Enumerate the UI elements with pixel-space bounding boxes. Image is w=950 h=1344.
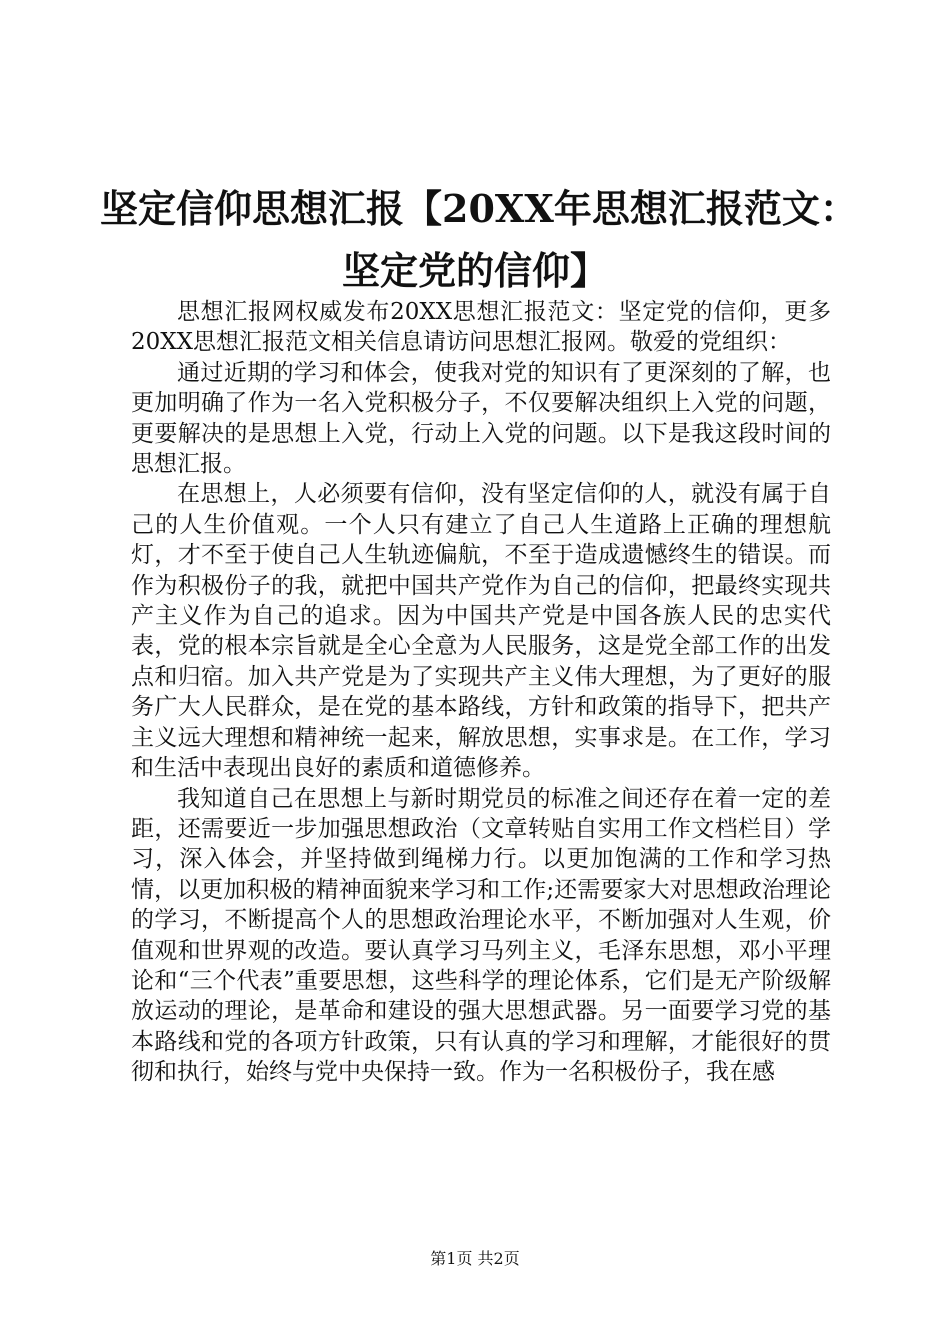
document-title-line-1: 坚定信仰思想汇报【20XX年思想汇报范文： <box>100 186 858 231</box>
paragraph: 思想汇报网权威发布20XX思想汇报范文：坚定党的信仰，更多20XX思想汇报范文相关信息请访问思想汇报网。敬爱的党组织： <box>131 299 831 356</box>
page-footer: 第1页 共2页 <box>430 1249 520 1268</box>
paragraph: 通过近期的学习和体会，使我对党的知识有了更深刻的了解，也更加明确了作为一名入党积极分子，不仅要解决组织上入党的问题，更要解决的是思想上入党，行动上入党的问题。以下是我这段时间的思想汇报。 <box>131 359 831 478</box>
document-body <box>131 297 831 1088</box>
paragraph: 在思想上，人必须要有信仰，没有坚定信仰的人，就没有属于自己的人生价值观。一个人只有建立了自己人生道路上正确的理想航灯，才不至于使自己人生轨迹偏航，不至于造成遗憾终生的错误。而作为积极份子的我，就把中国共产党作为自己的信仰，把最终实现共产主义作为自己的追求。因为中国共产党是中国各族人民的忠实代表，党的根本宗旨就是全心全意为人民服务，这是党全部工作的出发点和归宿。加入共产党是为了实现共产主义伟大理想，为了更好的服务广大人民群众，是在党的基本路线，方针和政策的指导下，把共产主义远大理想和精神统一起来，解放思想，实事求是。在工作，学习和生活中表现出良好的素质和道德修养。 <box>131 481 831 782</box>
paragraph: 我知道自己在思想上与新时期党员的标准之间还存在着一定的差距，还需要近一步加强思想政治（文章转贴自实用工作文档栏目）学习，深入体会，并坚持做到绳梯力行。以更加饱满的工作和学习热情，以更加积极的精神面貌来学习和工作;还需要家大对思想政治理论的学习，不断提高个人的思想政治理论水平，不断加强对人生观，价值观和世界观的改造。要认真学习马列主义，毛泽东思想，邓小平理论和“三个代表”重要思想，这些科学的理论体系，它们是无产阶级解放运动的理论，是革命和建设的强大思想武器。另一面要学习党的基本路线和党的各项方针政策，只有认真的学习和理解，才能很好的贯彻和执行，始终与党中央保持一致。作为一名积极份子，我在感 <box>131 785 831 1086</box>
document-title-line-2: 坚定党的信仰】 <box>341 248 608 293</box>
